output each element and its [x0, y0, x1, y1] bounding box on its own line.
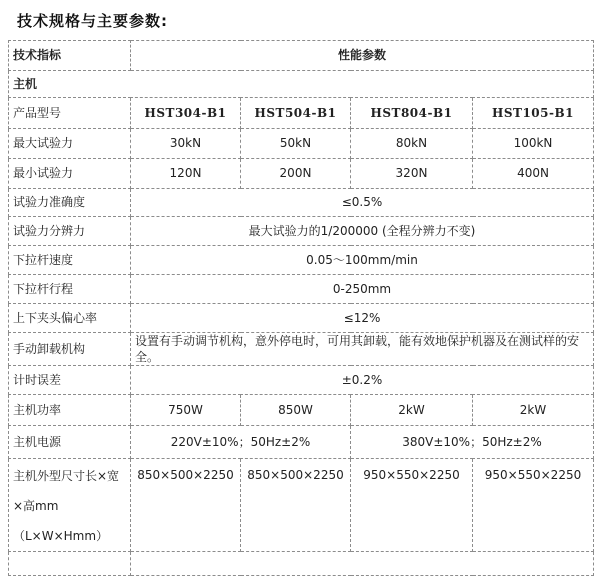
spec-label: 计时误差 [9, 366, 131, 395]
spec-label: 试验力分辨力 [9, 217, 131, 246]
spec-value: ≤12% [131, 304, 594, 333]
row-force-resolution [9, 217, 594, 246]
spec-value: 最大试验力的1/200000 (全程分辨力不变) [131, 217, 594, 246]
spec-value: 950×550×2250 [473, 459, 594, 552]
row-chuck-eccentricity [9, 304, 594, 333]
spec-value: HST504-B1 [241, 98, 351, 129]
spec-value: 750W [131, 395, 241, 426]
spec-value: HST304-B1 [131, 98, 241, 129]
row-mainframe-power [9, 395, 594, 426]
spec-value: 850×500×2250 [131, 459, 241, 552]
spec-label: 主机外型尺寸长×宽×高mm（L×W×Hmm） [9, 459, 131, 552]
spec-value: 0-250mm [131, 275, 594, 304]
spec-table [8, 40, 594, 576]
spec-value: 200N [241, 159, 351, 189]
spec-value: 30kN [131, 129, 241, 159]
spec-label: 下拉杆速度 [9, 246, 131, 275]
spec-value: 2kW [473, 395, 594, 426]
spec-label: 产品型号 [9, 98, 131, 129]
spec-value: HST105-B1 [473, 98, 594, 129]
row-manual-unload [9, 333, 594, 366]
spec-value: 380V±10%；50Hz±2% [351, 426, 594, 459]
spec-label: 主机功率 [9, 395, 131, 426]
spec-value: 2kW [351, 395, 473, 426]
row-cutoff-partial [9, 552, 594, 576]
row-pull-rod-stroke [9, 275, 594, 304]
spec-label: 试验力准确度 [9, 189, 131, 217]
header-technical-indicator: 技术指标 [9, 41, 131, 71]
section-row-mainframe [9, 71, 594, 98]
page-title: 技术规格与主要参数: [17, 12, 168, 30]
row-max-test-force [9, 129, 594, 159]
spec-value: 80kN [351, 129, 473, 159]
empty-cell [131, 552, 594, 576]
row-min-test-force [9, 159, 594, 189]
spec-value: 100kN [473, 129, 594, 159]
spec-value: 850W [241, 395, 351, 426]
row-pull-rod-speed [9, 246, 594, 275]
spec-value: ±0.2% [131, 366, 594, 395]
spec-value: 320N [351, 159, 473, 189]
row-dimensions [9, 459, 594, 552]
spec-label: 主机电源 [9, 426, 131, 459]
spec-label: 手动卸载机构 [9, 333, 131, 366]
spec-value: ≤0.5% [131, 189, 594, 217]
spec-value: 850×500×2250 [241, 459, 351, 552]
header-performance-params: 性能参数 [131, 41, 594, 71]
spec-value: 400N [473, 159, 594, 189]
spec-label: 上下夹头偏心率 [9, 304, 131, 333]
row-product-model [9, 98, 594, 129]
spec-value: 220V±10%；50Hz±2% [131, 426, 351, 459]
spec-value: 950×550×2250 [351, 459, 473, 552]
row-timing-error [9, 366, 594, 395]
spec-value: HST804-B1 [351, 98, 473, 129]
section-label: 主机 [9, 71, 594, 98]
header-row [9, 41, 594, 71]
row-mainframe-supply [9, 426, 594, 459]
spec-value: 120N [131, 159, 241, 189]
spec-value: 0.05～100mm/min [131, 246, 594, 275]
row-force-accuracy [9, 189, 594, 217]
spec-label: 下拉杆行程 [9, 275, 131, 304]
empty-cell [9, 552, 131, 576]
spec-label: 最大试验力 [9, 129, 131, 159]
spec-label: 最小试验力 [9, 159, 131, 189]
spec-value: 设置有手动调节机构，意外停电时，可用其卸载，能有效地保护机器及在测试样的安全。 [131, 333, 594, 366]
spec-value: 50kN [241, 129, 351, 159]
